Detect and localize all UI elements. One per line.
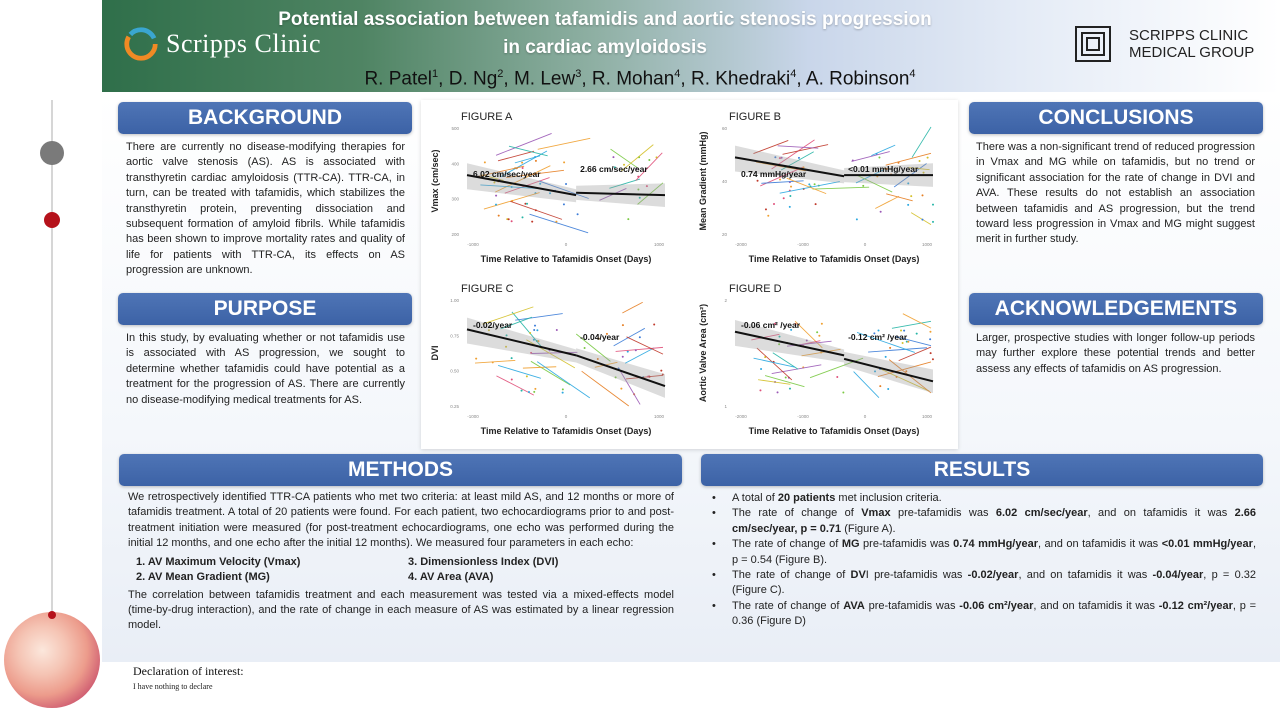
measurement-point — [562, 388, 564, 390]
measurement-point — [639, 336, 641, 338]
measurement-point — [622, 356, 624, 358]
author-affiliation: 3 — [575, 68, 582, 80]
patient-trajectory — [875, 196, 899, 208]
figure-x-tick: -2000 — [735, 414, 747, 419]
logo-name-line-2: MEDICAL GROUP — [1129, 44, 1255, 61]
measurement-point — [921, 219, 923, 221]
figure-x-tick: -1000 — [797, 414, 809, 419]
pre-treatment-rate-annotation: -0.06 cm² /year — [741, 320, 801, 330]
measurement-point — [878, 157, 880, 159]
author-affiliation: 2 — [497, 68, 504, 80]
measurement-point — [757, 180, 759, 182]
pre-treatment-rate-annotation: 6.02 cm/sec/year — [473, 169, 541, 179]
patient-trajectory — [868, 348, 927, 352]
author-name: R. Mohan — [591, 68, 675, 90]
patient-trajectory — [871, 145, 895, 155]
declaration-text: I have nothing to declare — [133, 682, 213, 691]
measurement-point — [620, 388, 622, 390]
figure-plot-svg — [689, 272, 957, 444]
measurement-point — [852, 160, 854, 162]
scripps-logo-icon — [122, 25, 160, 63]
patient-trajectory — [912, 127, 931, 157]
author-affiliation: 4 — [909, 68, 916, 80]
figure-c — [421, 272, 689, 444]
figure-y-tick: 20 — [721, 232, 727, 237]
measurement-point — [759, 389, 761, 391]
measurement-point — [526, 375, 528, 377]
poster-title — [250, 6, 960, 62]
background-text: There are currently no disease-modifying therapies for aortic valve stenosis (AS). AS is associated with transthyretin cardiac amyloidosis (TTR-CA). TTR-CA, in turn, can be treated with tafamidis, which stabilizes the transthyretin protein, preventing dissociation and subsequent formation of amyloid fibrils. While tafamidis has been shown to improve mortality rates and quality of life for patients with TTR-CA, its effects on AS progression are unknown. — [126, 141, 405, 277]
param-item: 1. AV Maximum Velocity (Vmax) — [136, 555, 301, 568]
patient-trajectory — [852, 152, 890, 162]
measurement-point — [790, 186, 792, 188]
measurement-point — [528, 391, 530, 393]
measurement-point — [563, 161, 565, 163]
sphere-decoration — [4, 612, 100, 708]
figure-x-tick: 1000 — [653, 242, 665, 247]
figure-x-tick: 1000 — [653, 414, 665, 419]
methods-intro: We retrospectively identified TTR-CA patients who met two criteria: at least mild AS, and 12 months or more of tafamidis treatment. A total of 20 patients were found. For each patient, two echocardiograms prior to and post-treatment initiation were measured (for post-treatment echocardiograms, one echo was performed during the initial 12 months, and one echo after the initial 12 months). We measured four parameters in each echo: — [128, 491, 674, 550]
figure-label: FIGURE B — [729, 111, 781, 123]
patient-trajectory — [531, 361, 570, 385]
figure-x-tick: -1000 — [467, 414, 479, 419]
figure-plot-svg — [689, 100, 957, 272]
figure-x-tick: 0 — [863, 242, 867, 247]
result-item: • A total of 20 patients met inclusion criteria. — [708, 491, 1256, 506]
author-name: M. Lew — [513, 68, 576, 90]
measurement-point — [815, 203, 817, 205]
figure-y-tick: 1 — [724, 404, 727, 409]
measurement-point — [563, 203, 565, 205]
acknowledgements-text: Larger, prospective studies with longer follow-up periods may further explore these potential trends and better assess any effects of tafamidis on AS progression. — [976, 332, 1255, 375]
pre-treatment-rate-annotation: 0.74 mmHg/year — [741, 169, 807, 179]
methods-outro: The correlation between tafamidis treatment and each measurement was tested via a mixed-effects model (time-by-drug interaction), and the rate of change in each measure of AS was estimated by a linear regression model. — [128, 588, 674, 632]
methods-body — [128, 490, 674, 634]
figure-x-tick: 0 — [564, 242, 568, 247]
measurement-point — [656, 156, 658, 158]
measurement-point — [902, 342, 904, 344]
medical-group-name — [1129, 27, 1254, 61]
figure-y-tick: 400 — [451, 161, 459, 167]
figure-y-tick: 200 — [451, 232, 459, 237]
figure-y-tick: 300 — [451, 196, 459, 202]
patient-trajectory — [496, 133, 552, 155]
figure-x-axis-label: Time Relative to Tafamidis Onset (Days) — [748, 426, 920, 436]
results-heading: RESULTS — [701, 454, 1263, 486]
figure-x-axis-label: Time Relative to Tafamidis Onset (Days) — [748, 254, 920, 264]
figure-label: FIGURE C — [461, 283, 514, 295]
measurement-point — [660, 370, 662, 372]
param-item: 4. AV Area (AVA) — [408, 570, 494, 583]
square-logo-icon — [1075, 26, 1111, 62]
confidence-band — [844, 352, 933, 393]
figure-x-axis-label: Time Relative to Tafamidis Onset (Days) — [480, 426, 652, 436]
measurement-point — [856, 218, 858, 220]
measurement-point — [808, 183, 810, 185]
measurement-point — [929, 338, 931, 340]
methods-parameter-list — [136, 555, 674, 585]
author-name: A. Robinson — [805, 68, 910, 90]
measurement-point — [919, 160, 921, 162]
figure-y-tick: 0.50 — [450, 368, 459, 374]
measurement-point — [889, 347, 891, 349]
result-item: • The rate of change of MG pre-tafamidis was 0.74 mmHg/year, and on tafamidis it was <0.01 mmHg/year, p = 0.54 (Figure B). — [708, 537, 1256, 568]
measurement-point — [932, 221, 934, 223]
measurement-point — [932, 358, 934, 360]
measurement-point — [534, 388, 536, 390]
figure-a — [421, 100, 689, 272]
measurement-point — [783, 197, 785, 199]
figure-y-axis-label: Aortic Valve Area (cm²) — [698, 303, 708, 403]
confidence-band — [576, 348, 665, 398]
measurement-point — [885, 356, 887, 358]
measurement-point — [577, 213, 579, 215]
measurement-point — [521, 216, 523, 218]
medical-group-logo — [1075, 26, 1254, 62]
on-treatment-rate-annotation: -0.04/year — [580, 332, 620, 342]
measurement-point — [612, 156, 614, 158]
acknowledgements-heading: ACKNOWLEDGEMENTS — [969, 293, 1263, 325]
measurement-point — [495, 195, 497, 197]
declaration-of-interest — [133, 664, 244, 691]
measurement-point — [879, 385, 881, 387]
figure-b — [689, 100, 957, 272]
measurement-point — [922, 194, 924, 196]
figure-x-tick: 1000 — [921, 242, 933, 247]
logo-name-line-1: SCRIPPS CLINIC — [1129, 27, 1249, 44]
figure-x-tick: -2000 — [735, 242, 747, 247]
figure-x-tick: 0 — [863, 414, 867, 419]
measurement-point — [818, 335, 820, 337]
author-name: R. Khedraki — [690, 68, 791, 90]
measurement-point — [760, 368, 762, 370]
measurement-point — [533, 329, 535, 331]
title-line-1: Potential association between tafamidis and aortic stenosis progression — [278, 9, 932, 30]
figure-x-axis-label: Time Relative to Tafamidis Onset (Days) — [480, 254, 652, 264]
on-treatment-rate-annotation: <0.01 mmHg/year — [848, 164, 919, 174]
measurement-point — [930, 352, 932, 354]
patient-trajectory — [515, 314, 562, 321]
measurement-point — [648, 159, 650, 161]
measurement-point — [653, 324, 655, 326]
on-treatment-rate-annotation: -0.12 cm² /year — [848, 332, 908, 342]
measurement-point — [584, 347, 586, 349]
results-list — [708, 491, 1256, 630]
author-list: R. Patel$^1$, D. Ng$^2$, M. Lew$^3$, R. Mohan$^4$, R. Khedraki$^4$, A. Robinson$^4$ — [364, 68, 916, 90]
measurement-point — [910, 195, 912, 197]
measurement-point — [565, 183, 567, 185]
measurement-point — [562, 392, 564, 394]
figure-x-tick: 1000 — [921, 414, 933, 419]
measurement-point — [627, 351, 629, 353]
measurement-point — [798, 157, 800, 159]
results-body — [708, 491, 1256, 630]
measurement-point — [511, 378, 513, 380]
author-name: D. Ng — [448, 68, 498, 90]
measurement-point — [916, 333, 918, 335]
measurement-point — [635, 349, 637, 351]
declaration-title: Declaration of interest: — [133, 664, 244, 678]
patient-trajectory — [911, 213, 931, 225]
measurement-point — [521, 390, 523, 392]
measurement-point — [887, 388, 889, 390]
measurement-point — [927, 157, 929, 159]
figure-y-tick: 0.75 — [450, 333, 459, 339]
figure-y-tick: 1.00 — [450, 298, 459, 303]
measurement-point — [789, 206, 791, 208]
small-red-dot-decoration — [48, 611, 56, 619]
conclusions-text: There was a non-significant trend of reduced progression in Vmax and MG while on tafamidis, but no trend or significant association for the rate of change in DVI and AVA. These results do not establish an association between tafamidis and AS progression, but the trend toward less progression in Vmax and MG might suggest merit in further study. — [976, 141, 1255, 246]
measurement-point — [534, 325, 536, 327]
measurement-point — [880, 211, 882, 213]
title-line-2: in cardiac amyloidosis — [503, 37, 707, 58]
patient-trajectory — [854, 372, 879, 398]
logo-text: Scripps Clinic — [166, 29, 322, 58]
purpose-heading: PURPOSE — [118, 293, 412, 325]
measurement-point — [535, 209, 537, 211]
measurement-point — [765, 208, 767, 210]
author-affiliation: 4 — [790, 68, 797, 80]
patient-trajectory — [622, 302, 642, 313]
methods-heading: METHODS — [119, 454, 682, 486]
measurement-point — [531, 221, 533, 223]
measurement-point — [521, 162, 523, 164]
figure-y-tick: 500 — [451, 126, 459, 131]
measurement-point — [785, 377, 787, 379]
measurement-point — [789, 195, 791, 197]
measurement-point — [535, 160, 537, 162]
measurement-point — [816, 331, 818, 333]
measurement-point — [842, 392, 844, 394]
measurement-point — [492, 361, 494, 363]
on-treatment-rate-annotation: 2.66 cm/sec/year — [580, 164, 648, 174]
patient-trajectory — [509, 146, 548, 156]
measurement-point — [637, 176, 639, 178]
measurement-point — [814, 183, 816, 185]
measurement-point — [555, 221, 557, 223]
purpose-text: In this study, by evaluating whether or not tafamidis use is associated with AS progression, we sought to determine whether tafamidis could have potential as a treatment for the progression of AS. There are currently no disease-modifying medical treatments for AS. — [126, 332, 405, 406]
param-item: 2. AV Mean Gradient (MG) — [136, 570, 270, 583]
figure-x-tick: 0 — [564, 414, 568, 419]
measurement-point — [929, 331, 931, 333]
patient-trajectory — [758, 380, 790, 385]
figure-x-tick: -1000 — [797, 242, 809, 247]
figures-panel — [421, 100, 958, 449]
result-item: • The rate of change of AVA pre-tafamidis was -0.06 cm²/year, and on tafamidis it was -0.12 cm²/year, p = 0.36 (Figure D) — [708, 599, 1256, 630]
figure-y-tick: 2 — [724, 298, 727, 303]
figure-y-tick: 40 — [721, 179, 727, 184]
author-affiliation: 4 — [674, 68, 681, 80]
figure-y-tick: 60 — [721, 126, 727, 131]
result-item: • The rate of change of DVI pre-tafamidis was -0.02/year, and on tafamidis it was -0.04/year, p = 0.32 (Figure C). — [708, 568, 1256, 599]
measurement-point — [526, 203, 528, 205]
author-affiliation: 1 — [432, 68, 439, 80]
patient-trajectory — [778, 146, 819, 148]
figure-plot-svg — [421, 272, 689, 444]
measurement-point — [862, 185, 864, 187]
grey-dot-decoration — [40, 141, 64, 165]
measurement-point — [777, 391, 779, 393]
figure-y-axis-label: Mean Gradient (mmHg) — [698, 131, 708, 231]
measurement-point — [533, 391, 535, 393]
figure-x-tick: -1000 — [467, 242, 479, 247]
patient-trajectory — [886, 194, 912, 201]
measurement-point — [556, 329, 558, 331]
measurement-point — [622, 324, 624, 326]
figure-label: FIGURE A — [461, 111, 513, 123]
patient-trajectory — [538, 138, 590, 149]
author-name: R. Patel — [364, 68, 433, 90]
conclusions-heading: CONCLUSIONS — [969, 102, 1263, 134]
background-heading: BACKGROUND — [118, 102, 412, 134]
patient-trajectory — [772, 365, 822, 374]
measurement-point — [498, 215, 500, 217]
measurement-point — [536, 329, 538, 331]
figure-y-axis-label: Vmax (cm/sec) — [430, 149, 440, 213]
patient-trajectory — [530, 214, 589, 233]
measurement-point — [932, 204, 934, 206]
result-item: • The rate of change of Vmax pre-tafamidis was 6.02 cm/sec/year, and on tafamidis it was 2.66 cm/sec/year, p = 0.71 (Figure A). — [708, 506, 1256, 537]
figure-label: FIGURE D — [729, 283, 782, 295]
pre-treatment-rate-annotation: -0.02/year — [473, 320, 513, 330]
timeline-decoration — [51, 100, 53, 615]
param-item: 3. Dimensionless Index (DVI) — [408, 555, 559, 568]
measurement-point — [821, 323, 823, 325]
measurement-point — [907, 341, 909, 343]
patient-trajectory — [812, 187, 869, 189]
measurement-point — [627, 218, 629, 220]
measurement-point — [789, 388, 791, 390]
measurement-point — [484, 161, 486, 163]
measurement-point — [773, 203, 775, 205]
measurement-point — [511, 220, 513, 222]
red-dot-decoration — [44, 212, 60, 228]
measurement-point — [907, 204, 909, 206]
figure-y-tick: 0.25 — [450, 404, 459, 409]
measurement-point — [767, 215, 769, 217]
measurement-point — [495, 204, 497, 206]
measurement-point — [511, 357, 513, 359]
figure-d — [689, 272, 957, 444]
patient-trajectory — [475, 360, 515, 363]
figure-plot-svg — [421, 100, 689, 272]
patient-trajectory — [627, 337, 663, 354]
measurement-point — [836, 376, 838, 378]
measurement-point — [475, 358, 477, 360]
measurement-point — [529, 332, 531, 334]
measurement-point — [508, 218, 510, 220]
figure-y-axis-label: DVI — [430, 345, 440, 361]
